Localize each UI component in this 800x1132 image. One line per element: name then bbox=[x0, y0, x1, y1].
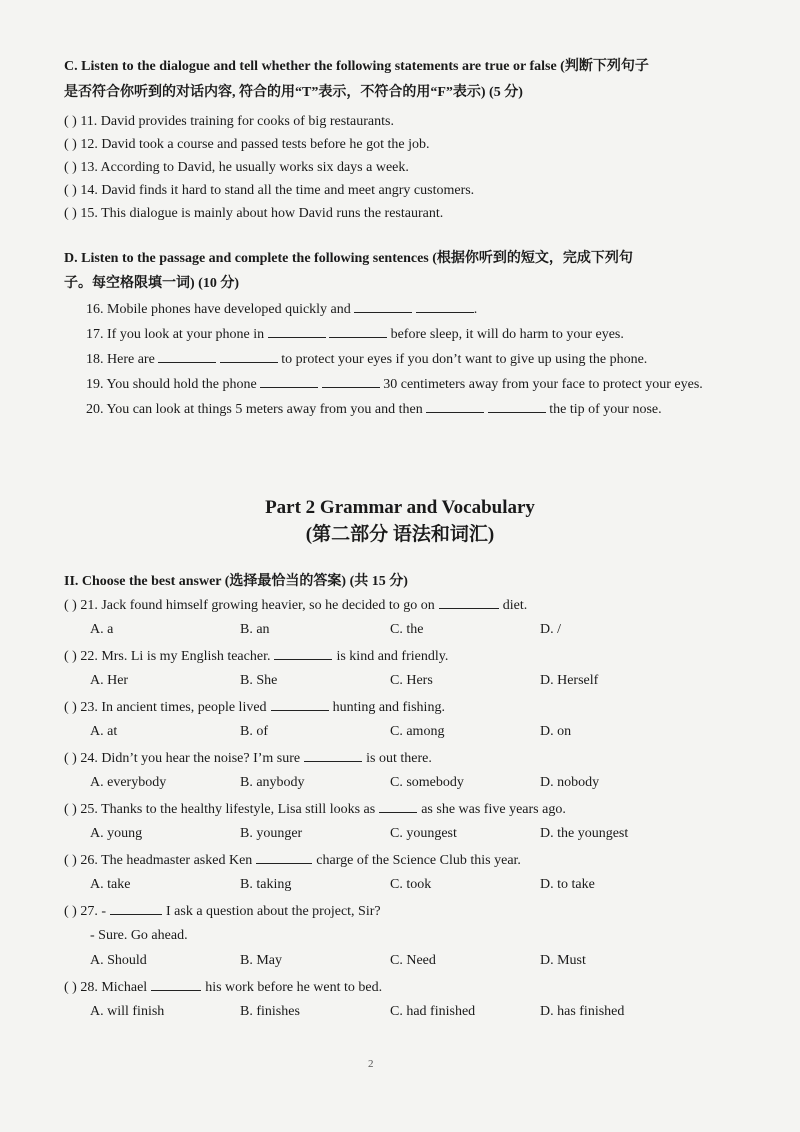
option-24-a[interactable]: A. everybody bbox=[90, 775, 167, 790]
fill-item-19 bbox=[86, 375, 703, 394]
question-21 bbox=[64, 596, 527, 615]
fill-item-20-after: the tip of your nose. bbox=[549, 402, 662, 417]
fill-item-18-after: to protect your eyes if you don’t want to give up using the phone. bbox=[281, 352, 648, 367]
part2-title-en: Part 2 Grammar and Vocabulary bbox=[265, 497, 535, 518]
answer-blank-28[interactable] bbox=[151, 978, 201, 991]
answer-blank-25[interactable] bbox=[379, 800, 417, 813]
answer-blank-23[interactable] bbox=[271, 698, 329, 711]
question-25-stem-end: as she was five years ago. bbox=[421, 802, 566, 817]
question-25-stem: ( ) 25. Thanks to the healthy lifestyle, Lisa still looks as bbox=[64, 802, 376, 817]
answer-blank-26[interactable] bbox=[256, 851, 312, 864]
section-d-heading-line2: 子。每空格限填一词) (10 分) bbox=[64, 276, 239, 291]
option-28-d[interactable]: D. has finished bbox=[540, 1004, 625, 1019]
option-27-b[interactable]: B. May bbox=[240, 953, 282, 968]
option-25-d[interactable]: D. the youngest bbox=[540, 826, 629, 841]
question-24-stem-end: is out there. bbox=[366, 751, 432, 766]
option-25-b[interactable]: B. younger bbox=[240, 826, 303, 841]
tf-item-12: ( ) 12. David took a course and passed tests before he got the job. bbox=[64, 137, 430, 152]
blank-18b[interactable] bbox=[220, 350, 278, 363]
option-22-d[interactable]: D. Herself bbox=[540, 673, 599, 688]
question-22-stem-end: is kind and friendly. bbox=[336, 649, 449, 664]
option-24-c[interactable]: C. somebody bbox=[390, 775, 464, 790]
answer-blank-22[interactable] bbox=[274, 647, 332, 660]
option-23-c[interactable]: C. among bbox=[390, 724, 445, 739]
option-28-c[interactable]: C. had finished bbox=[390, 1004, 476, 1019]
option-22-a[interactable]: A. Her bbox=[90, 673, 129, 688]
fill-item-19-after: 30 centimeters away from your face to protect your eyes. bbox=[383, 377, 703, 392]
blank-16a[interactable] bbox=[354, 300, 412, 313]
option-21-b[interactable]: B. an bbox=[240, 622, 270, 637]
question-24 bbox=[64, 749, 432, 768]
option-21-a[interactable]: A. a bbox=[90, 622, 114, 637]
option-23-a[interactable]: A. at bbox=[90, 724, 118, 739]
question-25 bbox=[64, 800, 566, 819]
option-25-a[interactable]: A. young bbox=[90, 826, 143, 841]
blank-18a[interactable] bbox=[158, 350, 216, 363]
question-23 bbox=[64, 698, 445, 717]
blank-17a[interactable] bbox=[268, 325, 326, 338]
fill-item-18 bbox=[86, 350, 647, 369]
option-23-b[interactable]: B. of bbox=[240, 724, 268, 739]
option-25-c[interactable]: C. youngest bbox=[390, 826, 457, 841]
fill-item-18-text: 18. Here are bbox=[86, 352, 155, 367]
blank-16b[interactable] bbox=[416, 300, 474, 313]
question-27-reply: - Sure. Go ahead. bbox=[90, 928, 188, 943]
fill-item-17-after: before sleep, it will do harm to your eyes. bbox=[390, 327, 624, 342]
question-28 bbox=[64, 978, 382, 997]
section-d-heading-line1: D. Listen to the passage and complete the following sentences (根据你听到的短文，完成下列句 bbox=[64, 251, 633, 266]
option-26-a[interactable]: A. take bbox=[90, 877, 131, 892]
question-28-stem-end: his work before he went to bed. bbox=[205, 980, 383, 995]
fill-item-16-text: 16. Mobile phones have developed quickly and bbox=[86, 302, 351, 317]
fill-item-17 bbox=[86, 325, 624, 344]
question-26-stem: ( ) 26. The headmaster asked Ken bbox=[64, 853, 253, 868]
option-24-d[interactable]: D. nobody bbox=[540, 775, 600, 790]
question-26 bbox=[64, 851, 521, 870]
question-27 bbox=[64, 902, 381, 921]
answer-blank-24[interactable] bbox=[304, 749, 362, 762]
section-c-heading-line1: C. Listen to the dialogue and tell whether the following statements are true or false (判断下列句子 bbox=[64, 59, 649, 74]
blank-20a[interactable] bbox=[426, 400, 484, 413]
question-27-stem: ( ) 27. - bbox=[64, 904, 106, 919]
question-24-stem: ( ) 24. Didn’t you hear the noise? I’m sure bbox=[64, 751, 301, 766]
question-27-stem-end: I ask a question about the project, Sir? bbox=[166, 904, 381, 919]
answer-blank-21[interactable] bbox=[439, 596, 499, 609]
blank-20b[interactable] bbox=[488, 400, 546, 413]
option-26-b[interactable]: B. taking bbox=[240, 877, 292, 892]
section-c-heading-line2: 是否符合你听到的对话内容, 符合的用“T”表示，不符合的用“F”表示) (5 分) bbox=[64, 85, 523, 100]
answer-blank-27[interactable] bbox=[110, 902, 162, 915]
tf-item-14: ( ) 14. David finds it hard to stand all the time and meet angry customers. bbox=[64, 183, 475, 198]
option-22-c[interactable]: C. Hers bbox=[390, 673, 433, 688]
blank-19b[interactable] bbox=[322, 375, 380, 388]
question-21-stem: ( ) 21. Jack found himself growing heavier, so he decided to go on bbox=[64, 598, 435, 613]
option-28-a[interactable]: A. will finish bbox=[90, 1004, 165, 1019]
page-number: 2 bbox=[368, 1058, 374, 1070]
fill-item-16-after: . bbox=[473, 302, 478, 317]
option-27-d[interactable]: D. Must bbox=[540, 953, 586, 968]
option-27-a[interactable]: A. Should bbox=[90, 953, 147, 968]
option-22-b[interactable]: B. She bbox=[240, 673, 278, 688]
blank-17b[interactable] bbox=[329, 325, 387, 338]
option-28-b[interactable]: B. finishes bbox=[240, 1004, 300, 1019]
tf-item-13: ( ) 13. According to David, he usually works six days a week. bbox=[64, 160, 409, 175]
option-21-d[interactable]: D. / bbox=[540, 622, 561, 637]
option-21-c[interactable]: C. the bbox=[390, 622, 424, 637]
question-28-stem: ( ) 28. Michael bbox=[64, 980, 148, 995]
fill-item-20-text: 20. You can look at things 5 meters away from you and then bbox=[86, 402, 423, 417]
question-26-stem-end: charge of the Science Club this year. bbox=[316, 853, 521, 868]
option-23-d[interactable]: D. on bbox=[540, 724, 572, 739]
question-23-stem-end: hunting and fishing. bbox=[332, 700, 445, 715]
part2-title-cn: (第二部分 语法和词汇) bbox=[305, 524, 495, 545]
option-26-d[interactable]: D. to take bbox=[540, 877, 595, 892]
option-26-c[interactable]: C. took bbox=[390, 877, 432, 892]
question-22 bbox=[64, 647, 448, 666]
blank-19a[interactable] bbox=[260, 375, 318, 388]
tf-item-15: ( ) 15. This dialogue is mainly about how David runs the restaurant. bbox=[64, 206, 444, 221]
fill-item-16 bbox=[86, 300, 477, 319]
section-ii-heading: II. Choose the best answer (选择最恰当的答案) (共 15 分) bbox=[64, 574, 408, 589]
question-23-stem: ( ) 23. In ancient times, people lived bbox=[64, 700, 267, 715]
tf-item-11: ( ) 11. David provides training for cooks of big restaurants. bbox=[64, 114, 394, 129]
fill-item-19-text: 19. You should hold the phone bbox=[86, 377, 257, 392]
fill-item-17-text: 17. If you look at your phone in bbox=[86, 327, 265, 342]
option-27-c[interactable]: C. Need bbox=[390, 953, 436, 968]
question-21-stem-end: diet. bbox=[502, 598, 528, 613]
question-22-stem: ( ) 22. Mrs. Li is my English teacher. bbox=[64, 649, 271, 664]
fill-item-20 bbox=[86, 400, 662, 419]
option-24-b[interactable]: B. anybody bbox=[240, 775, 305, 790]
